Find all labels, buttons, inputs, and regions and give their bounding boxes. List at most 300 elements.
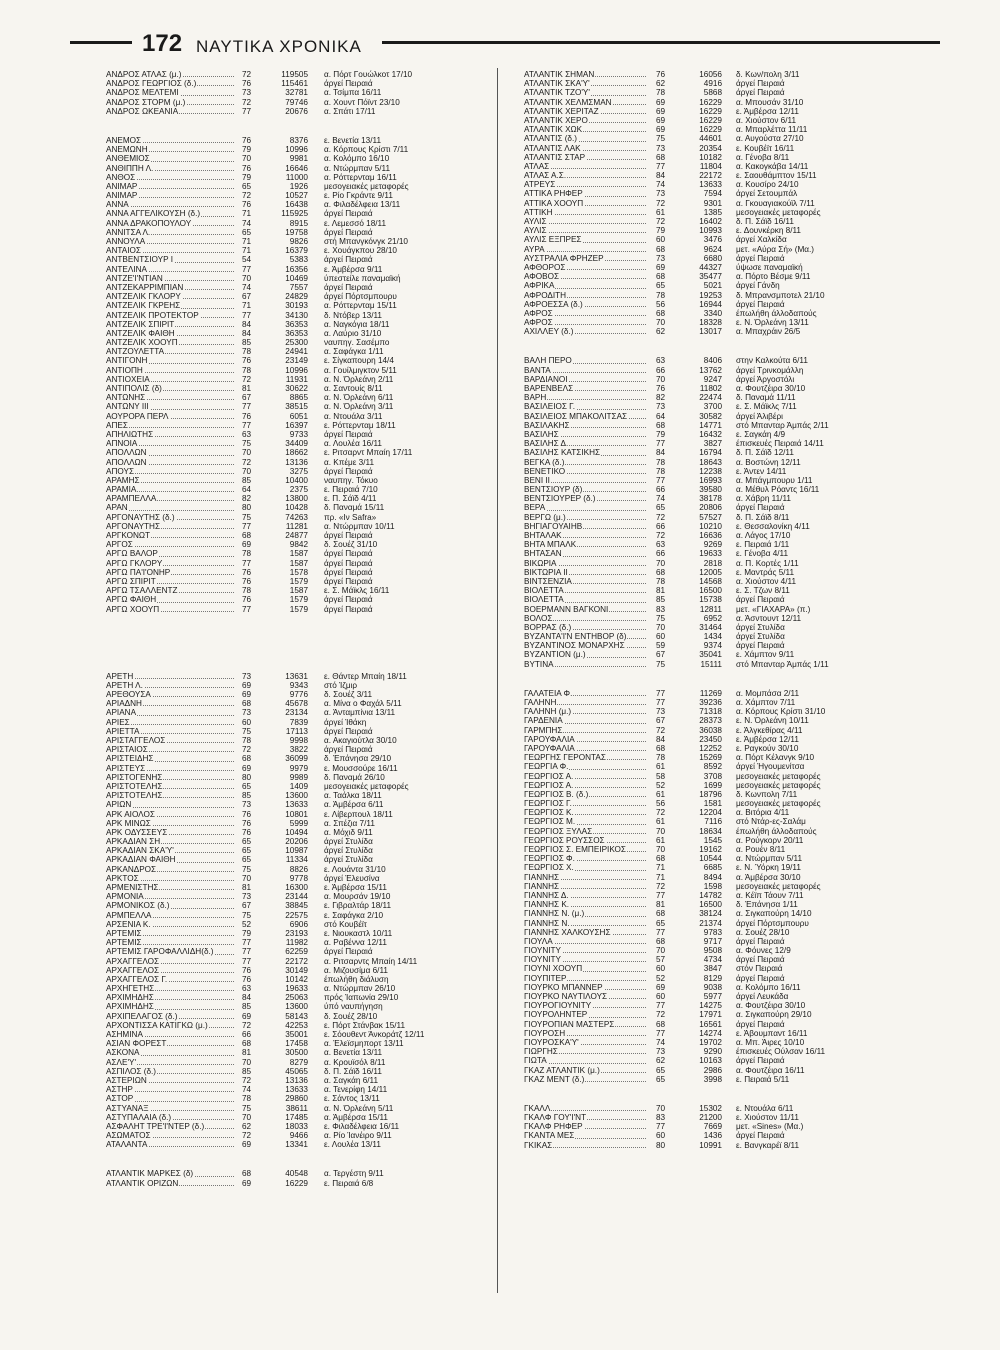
ship-name: ΑΡΑΝ	[106, 503, 238, 512]
tonnage: 9998	[289, 736, 308, 745]
ship-row	[106, 522, 490, 531]
ship-row	[106, 301, 490, 310]
position: ε. Σάντος 13/11	[324, 1094, 380, 1104]
ship-row	[106, 412, 490, 421]
ship-row	[106, 957, 490, 966]
position: ε. Λεμεσσό 18/11	[324, 218, 387, 228]
tonnage: 8865	[289, 393, 308, 403]
ship-row	[106, 975, 490, 984]
tonnage: 5021	[703, 281, 722, 291]
tonnage: 9374	[703, 641, 722, 651]
build-year: 76	[242, 79, 252, 89]
build-year: 76	[242, 595, 252, 605]
tonnage: 1409	[289, 781, 308, 791]
build-year: 68	[242, 754, 252, 764]
tonnage: 6051	[289, 411, 308, 421]
build-year: 78	[656, 457, 666, 467]
ship-row	[106, 883, 490, 892]
ship-row	[524, 836, 900, 845]
ship-row	[524, 98, 900, 107]
tonnage: 9247	[703, 374, 722, 384]
ship-row	[106, 984, 490, 993]
ship-row	[106, 1179, 490, 1188]
position: ε. Άμβέρσα 15/11	[324, 883, 387, 892]
ship-row	[524, 854, 900, 863]
tonnage: 35001	[285, 1030, 308, 1039]
position: α. Ραβέννα 12/11	[324, 938, 387, 948]
tonnage: 11804	[699, 161, 722, 171]
position: α. Π. Κορτές 1/11	[736, 558, 799, 568]
ship-name: ΓΚΑΛΛ	[524, 1104, 650, 1113]
ship-name: ΒΑΛΗ ΠΕΡΟ	[524, 356, 650, 365]
position: ύπό ναυπήγηση	[324, 1002, 383, 1012]
position: α. Βιτόρια 4/11	[736, 808, 790, 818]
ship-row	[106, 800, 490, 809]
position: στή Μπανγκόνγκ 21/10	[324, 237, 408, 246]
position: δ. Σουέζ 28/10	[324, 1011, 378, 1021]
ship-name: ΓΑΡΟΥΦΑΛΙΑ	[524, 744, 650, 753]
ship-row	[524, 772, 900, 781]
tonnage: 17113	[285, 726, 308, 736]
ship-name: ΑΝΤΖΟΥΛΕΤΤΑ	[106, 347, 238, 356]
ship-row	[524, 1075, 900, 1084]
tonnage: 2818	[703, 558, 722, 568]
build-year: 73	[656, 189, 666, 199]
ship-name: ΑΝΤΖΕΛΙΚ ΠΡΟΤΕΚΤΟΡ	[106, 311, 238, 320]
build-year: 72	[656, 512, 666, 522]
tonnage: 22172	[699, 171, 722, 181]
ship-row	[106, 70, 490, 79]
tonnage: 1579	[289, 604, 308, 614]
build-year: 61	[656, 835, 666, 845]
ship-name: ΑΝΕΜΟΣ	[106, 136, 238, 145]
position: ε. Σ. Τζων 8/11	[736, 586, 790, 596]
tonnage: 1587	[289, 586, 308, 596]
tonnage: 16636	[699, 531, 722, 540]
position: ε. Βανγκαρέϊ 8/11	[736, 1140, 800, 1150]
tonnage: 16397	[285, 420, 308, 430]
tonnage: 10469	[285, 273, 308, 283]
position: άργεί Πειραιά	[736, 503, 785, 513]
build-year: 65	[656, 1074, 666, 1084]
position: άργεί Πειραιά	[324, 429, 373, 439]
ship-row	[524, 568, 900, 577]
position: α. Σιγκαπούρη 29/10	[736, 1010, 812, 1020]
tonnage: 34130	[285, 310, 308, 320]
build-year: 70	[656, 374, 666, 384]
ship-row	[524, 735, 900, 744]
ship-row	[106, 329, 490, 338]
build-year: 79	[242, 172, 252, 182]
ship-row	[524, 744, 900, 753]
ship-name: ΒΙΝΤΣΕΝΖΙΑ	[524, 577, 650, 586]
ship-name: ΓΙΑΝΝΗΣ ΧΑΛΚΟΥΣΗΣ	[524, 928, 650, 937]
ship-row	[524, 909, 900, 918]
ship-row	[106, 791, 490, 800]
ship-name: ΑΡΕΘΟΥΣΑ	[106, 690, 238, 699]
build-year: 70	[656, 318, 666, 328]
build-year: 72	[656, 531, 666, 540]
position: ε. Σαφάγκα 2/10	[324, 910, 384, 920]
tonnage: 7594	[703, 189, 722, 199]
tonnage: 30149	[285, 965, 308, 975]
tonnage: 9989	[289, 772, 308, 782]
build-year: 65	[656, 1065, 666, 1075]
position: άργεί Πειραιά	[324, 558, 373, 568]
ship-row	[524, 559, 900, 568]
ship-name: ΑΡΙΩΝ	[106, 800, 238, 809]
build-year: 77	[242, 402, 252, 412]
position: ε. Ριτσαρντ Μπαίη 17/11	[324, 448, 413, 458]
ship-row	[524, 919, 900, 928]
tonnage: 57527	[699, 512, 722, 522]
ship-row	[106, 237, 490, 246]
ship-name: ΒΑΡΗ	[524, 393, 650, 402]
position: δ. Παναμά 11/11	[736, 393, 796, 403]
tonnage: 58143	[285, 1011, 308, 1021]
position: α. Σαντουίς 8/11	[324, 384, 383, 393]
ship-name: ΓΕΩΡΓΙΟΣ ΞΥΛΑΣ	[524, 827, 650, 836]
build-year: 85	[242, 338, 252, 348]
tonnage: 8592	[703, 762, 722, 772]
build-year: 74	[656, 494, 666, 504]
position: α. Μίνα ο Φαχάλ 5/11	[324, 699, 402, 709]
ship-row	[524, 458, 900, 467]
position: α. Ν. Όρλεάνη 2/11	[324, 374, 394, 384]
ship-row	[106, 1030, 490, 1039]
tonnage: 13136	[285, 1075, 308, 1085]
ship-name: ΑΠΕΣ	[106, 421, 238, 430]
ship-row	[524, 595, 900, 604]
ship-name: ΑΦΡΟΣ	[524, 318, 650, 327]
ship-row	[524, 79, 900, 88]
build-year: 76	[242, 356, 252, 366]
tonnage: 1578	[289, 567, 308, 577]
ship-row	[524, 116, 900, 125]
left-column	[106, 70, 490, 1188]
ship-row	[524, 245, 900, 254]
tonnage: 9979	[289, 763, 308, 773]
ship-row	[524, 327, 900, 336]
ship-name: ΒΑΡΕΝΒΕΛΣ	[524, 384, 650, 393]
ship-row	[106, 219, 490, 228]
tonnage: 19758	[285, 227, 308, 237]
position: στό Μπανταρ Άμπάς 2/11	[736, 420, 829, 430]
ship-name: ΑΡΜΕΝΙΣΤΗΣ	[106, 883, 238, 892]
build-year: 68	[656, 1019, 666, 1029]
build-year: 80	[656, 1140, 666, 1150]
ship-name: ΑΡΙΣΤΑΓΓΕΛΟΣ	[106, 736, 238, 745]
build-year: 73	[656, 143, 666, 153]
build-year: 64	[242, 485, 252, 495]
build-year: 78	[242, 549, 252, 559]
position: ε. Λουάντα 31/10	[324, 864, 386, 874]
ship-name: ΑΤΛΑΝΤΙΚ ΟΡΙΖΩΝ	[106, 1179, 238, 1188]
tonnage: 23134	[285, 708, 308, 718]
ship-name: ΒΙΚΤΩΡΙΑ ΙΙ	[524, 568, 650, 577]
build-year: 68	[656, 308, 666, 318]
build-year: 70	[656, 845, 666, 854]
position: ε. Άλγκεθίρας 4/11	[736, 725, 803, 735]
ship-name: ΑΝΤΙΓΟΝΗ	[106, 356, 238, 365]
position: ε. Χιούστον 11/11	[736, 1113, 799, 1123]
ship-row	[524, 974, 900, 983]
build-year: 69	[242, 680, 252, 690]
position: α. Φουτζέιρα 30/10	[736, 384, 806, 393]
ship-name: ΑΥΛΙΣ ΕΞΠΡΕΣ	[524, 235, 650, 244]
tonnage: 1579	[289, 595, 308, 605]
tonnage: 11931	[285, 374, 308, 384]
tonnage: 12811	[699, 604, 722, 614]
ship-name: ΑΤΛΑΣ Α.Σ.	[524, 171, 650, 180]
tonnage: 4734	[703, 955, 722, 965]
ship-row	[106, 1002, 490, 1011]
build-year: 83	[656, 1113, 666, 1123]
position: μετ. «ΓΙΑΧΑΡΑ» (π.)	[736, 604, 811, 614]
position: α. Χιούστον 4/11	[736, 576, 797, 586]
build-year: 82	[242, 494, 252, 504]
position: άργεί Στυλίδα	[324, 846, 373, 856]
position: δ. Μπρανσμποτελ 21/10	[736, 290, 825, 300]
build-year: 76	[242, 576, 252, 586]
build-year: 77	[656, 927, 666, 937]
build-year: 75	[242, 439, 252, 449]
ship-name: ΑΡΙΕΣ	[106, 718, 238, 727]
build-year: 60	[656, 992, 666, 1001]
tonnage: 15302	[699, 1103, 722, 1113]
tonnage: 16993	[699, 475, 722, 485]
ship-name: ΒΑΣΙΛΗΣ Δ.	[524, 439, 650, 448]
ship-name: ΑΡΕΤΗ	[106, 672, 238, 681]
position: α. Ρόττερνταμ 16/11	[324, 172, 397, 182]
header-rule-left	[70, 41, 132, 44]
build-year: 78	[242, 736, 252, 745]
build-year: 81	[242, 1048, 252, 1058]
position: α. Μέθυλ Ρόαντς 16/11	[736, 485, 820, 495]
ship-row	[524, 375, 900, 384]
build-year: 61	[656, 789, 666, 799]
ship-row	[106, 485, 490, 494]
position: δ. Παναμά 26/10	[324, 772, 385, 782]
ship-row	[524, 309, 900, 318]
ship-row	[524, 162, 900, 171]
tonnage: 7116	[704, 817, 722, 827]
ship-row	[524, 707, 900, 716]
ship-row	[524, 235, 900, 244]
ship-name: ΑΣΤΥΠΑΛΑΙΑ (δ.)	[106, 1113, 238, 1122]
position: ε. Μαντράς 5/11	[736, 567, 795, 577]
tonnage: 3340	[703, 308, 722, 318]
ship-name: ΑΡΙΣΤΕΥΣ	[106, 764, 238, 773]
build-year: 69	[656, 97, 666, 107]
ship-row	[524, 577, 900, 586]
build-year: 72	[656, 881, 666, 891]
position: α. Λουλέα 16/11	[324, 439, 382, 449]
tonnage: 20354	[699, 143, 722, 153]
build-year: 83	[656, 604, 666, 614]
ship-name: ΑΣΠΙΛΟΣ (δ.)	[106, 1067, 238, 1076]
position: ε. Π. Σάϊδ 4/11	[324, 494, 377, 504]
tonnage: 23144	[285, 892, 308, 902]
position: α. Μπουσάν 31/10	[736, 97, 804, 107]
tonnage: 119505	[281, 70, 308, 79]
ship-row	[524, 88, 900, 97]
tonnage: 22575	[285, 910, 308, 920]
position: α. Άνταμπίνια 13/11	[324, 708, 396, 718]
position: ε. Άμβέρσα 12/11	[736, 106, 799, 116]
ship-name: ΑΡΧΙΜΗΔΗΣ	[106, 1002, 238, 1011]
tonnage: 8915	[289, 218, 308, 228]
position: α. Κολόμπο 16/10	[324, 154, 390, 164]
position: α. Πόρτ Γουώλκοτ 17/10	[324, 70, 413, 79]
build-year: 61	[656, 207, 666, 217]
build-year: 77	[656, 475, 666, 485]
ship-name: ΑΥΡΑ	[524, 245, 650, 254]
tonnage: 9981	[289, 154, 308, 164]
position: α. Λαύριο 31/10	[324, 328, 382, 338]
build-year: 74	[242, 1085, 252, 1095]
build-year: 73	[242, 708, 252, 718]
tonnage: 13633	[285, 1085, 308, 1095]
position: άργεί Πειραιά	[324, 531, 373, 540]
ship-group	[524, 356, 900, 668]
build-year: 85	[242, 475, 252, 485]
position: ε. Άβουμπαντ 16/11	[736, 1028, 808, 1038]
ship-name: ΓΙΟΥΡΟΛΗΝΤΕΡ	[524, 1010, 650, 1019]
build-year: 77	[656, 439, 666, 449]
tonnage: 71318	[699, 707, 722, 717]
tonnage: 16229	[699, 106, 722, 116]
position: α. Γένοβα 8/11	[736, 152, 790, 162]
tonnage: 19253	[699, 290, 722, 300]
ship-row	[106, 1058, 490, 1067]
build-year: 74	[656, 1037, 666, 1047]
ship-name: ΑΡΙΣΤΕΙΔΗΣ	[106, 754, 238, 763]
ship-row	[106, 911, 490, 920]
build-year: 69	[656, 982, 666, 992]
ship-name: ΒΑΣΙΛΑΚΗΣ	[524, 421, 650, 430]
build-year: 66	[242, 1030, 252, 1039]
ship-name: ΓΕΩΡΓΙΑ Φ.	[524, 762, 650, 771]
ship-row	[524, 263, 900, 272]
tonnage: 21374	[699, 918, 722, 928]
ship-name: ΑΡΓΟΝΑΥΤΗΣ (δ.)	[106, 513, 238, 522]
ship-name: ΑΡΙΣΤΑΙΟΣ	[106, 745, 238, 754]
tonnage: 23193	[285, 928, 308, 938]
build-year: 58	[656, 771, 666, 781]
position: μετ. «Sines» (Μα.)	[736, 1122, 804, 1132]
ship-name: ΓΑΡΟΥΦΑΛΙΑ	[524, 735, 650, 744]
ship-row	[524, 254, 900, 263]
build-year: 68	[656, 936, 666, 946]
ship-row	[524, 863, 900, 872]
tonnage: 115925	[281, 209, 308, 219]
build-year: 65	[242, 846, 252, 856]
position: μετ. «Αύρα Σή» (Μα.)	[736, 244, 815, 254]
ship-row	[524, 402, 900, 411]
tonnage: 18662	[285, 448, 308, 458]
tonnage: 9466	[289, 1131, 308, 1141]
ship-row	[524, 753, 900, 762]
ship-name: ΑΣΤΥΑΝΑΞ	[106, 1104, 238, 1113]
ship-name: ΑΝΝΑ ΔΡΑΚΟΠΟΥΛΟΥ	[106, 219, 238, 228]
build-year: 84	[242, 993, 252, 1003]
position: ε. Ρίο Γκράντε 9/11	[324, 191, 393, 201]
position: άργεί Γάνδη	[736, 281, 780, 291]
ship-name: ΓΑΡΔΕΝΙΑ	[524, 716, 650, 725]
ship-row	[524, 799, 900, 808]
position: ε. Άντεν 14/11	[736, 466, 787, 476]
tonnage: 11802	[699, 384, 722, 393]
build-year: 85	[242, 1002, 252, 1012]
ship-row	[106, 718, 490, 727]
ship-name: ΓΙΟΥΝΙ ΧΟΟΥΠ	[524, 964, 650, 973]
ship-name: ΑΝΕΜΩΝΗ	[106, 145, 238, 154]
ship-row	[106, 494, 490, 503]
build-year: 69	[656, 125, 666, 135]
build-year: 77	[242, 264, 252, 274]
ship-name: ΑΣΚΟΝΑ	[106, 1048, 238, 1057]
tonnage: 35477	[699, 272, 722, 282]
tonnage: 12204	[699, 808, 722, 818]
tonnage: 1434	[703, 632, 722, 642]
build-year: 72	[242, 374, 252, 384]
position: δ. Σουέζ 3/11	[324, 690, 373, 700]
build-year: 66	[656, 521, 666, 531]
position: α. Αυγούστα 27/10	[736, 134, 804, 144]
ship-row	[106, 595, 490, 604]
tonnage: 30193	[285, 301, 308, 311]
ship-row	[524, 1066, 900, 1075]
position: α. Μπαρλέττα 11/11	[736, 125, 808, 135]
tonnage: 10987	[285, 846, 308, 856]
ship-name: ΑΠΗΛΙΩΤΗΣ	[106, 430, 238, 439]
group-spacer	[524, 336, 900, 356]
ship-name: ΓΕΩΡΓΙΟΣ Α.	[524, 781, 650, 790]
tonnage: 10993	[699, 226, 722, 236]
build-year: 62	[242, 1121, 252, 1131]
ship-name: ΑΡΚΑΔΙΑΝ ΣΗ	[106, 837, 238, 846]
tonnage: 42253	[285, 1020, 308, 1030]
tonnage: 11281	[285, 521, 308, 531]
build-year: 75	[242, 726, 252, 736]
position: α. Σπέζια 7/11	[324, 818, 375, 828]
position: δ. Έπάνησα 1/11	[736, 900, 798, 910]
ship-row	[524, 1131, 900, 1140]
ship-row	[524, 272, 900, 281]
position: άργεί Πειραιά	[324, 567, 373, 577]
ship-row	[524, 107, 900, 116]
tonnage: 9733	[289, 429, 308, 439]
ship-row	[106, 164, 490, 173]
ship-name: ΓΕΩΡΓΙΟΣ Γ.	[524, 799, 650, 808]
build-year: 69	[242, 690, 252, 700]
tonnage: 13800	[285, 494, 308, 504]
ship-name: ΑΡΓΩ ΦΑΙΘΗ	[106, 595, 238, 604]
tonnage: 38845	[285, 901, 308, 911]
ship-row	[524, 1141, 900, 1150]
position: άργεί Πειραιά	[736, 595, 785, 605]
position: α. Ρόττερνταμ 15/11	[324, 301, 397, 311]
build-year: 72	[656, 725, 666, 735]
group-spacer	[524, 669, 900, 689]
ship-name: ΓΕΩΡΓΗΣ ΓΕΡΟΝΤΑΣ	[524, 753, 650, 762]
tonnage: 10996	[285, 145, 308, 155]
tonnage: 16500	[699, 586, 722, 596]
ship-name: ΓΙΑΝΝΗΣ Ν. (μ.)	[524, 909, 650, 918]
ship-name: ΑΡΧΙΠΕΛΑΓΟΣ (δ.)	[106, 1012, 238, 1021]
ship-row	[106, 1131, 490, 1140]
